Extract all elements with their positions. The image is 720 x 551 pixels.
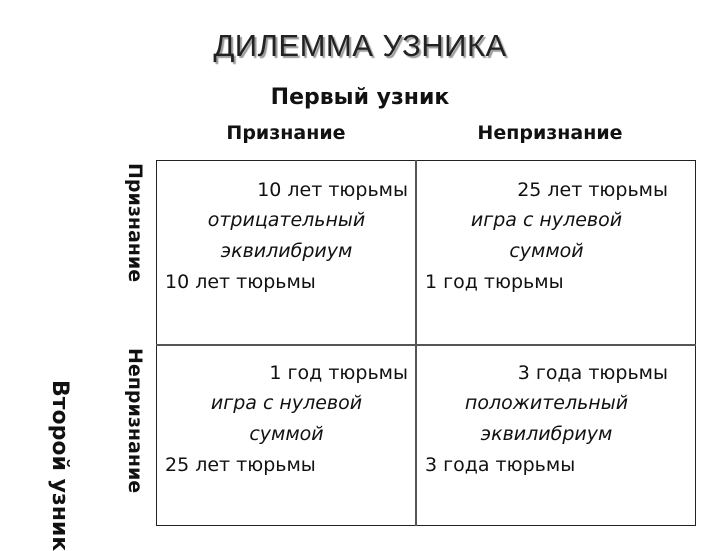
equilibrium-label (417, 388, 676, 450)
first-prisoner-payoff: 1 год тюрьмы (269, 362, 408, 384)
equilibrium-line-2: суммой (249, 423, 324, 445)
first-prisoner-payoff: 10 лет тюрьмы (257, 179, 408, 201)
equilibrium-label (417, 205, 676, 267)
equilibrium-line-1: игра с нулевой (470, 209, 623, 231)
equilibrium-line-2: эквилибриум (220, 240, 353, 262)
row-header-denial: Непризнание (124, 348, 146, 494)
row-header-confession: Признание (124, 163, 146, 283)
cell-deny-deny (417, 346, 676, 526)
cell-confess-deny (417, 163, 676, 343)
first-prisoner-label: Первый узник (270, 85, 450, 110)
first-prisoner-payoff: 3 года тюрьмы (517, 362, 668, 384)
second-prisoner-payoff: 3 года тюрьмы (425, 454, 576, 476)
second-prisoner-payoff: 1 год тюрьмы (425, 271, 564, 293)
equilibrium-line-2: суммой (509, 240, 584, 262)
equilibrium-label (157, 205, 416, 267)
second-prisoner-label: Второй узник (47, 380, 72, 551)
cell-deny-confess (157, 346, 416, 526)
equilibrium-line-2: эквилибриум (480, 423, 613, 445)
equilibrium-line-1: игра с нулевой (210, 392, 363, 414)
page-title: ДИЛЕММА УЗНИКА (213, 28, 507, 63)
column-header-denial: Непризнание (477, 122, 623, 144)
equilibrium-label (157, 388, 416, 450)
second-prisoner-payoff: 10 лет тюрьмы (165, 271, 316, 293)
cell-confess-confess (157, 163, 416, 343)
column-header-confession: Признание (226, 122, 346, 144)
first-prisoner-payoff: 25 лет тюрьмы (517, 179, 668, 201)
equilibrium-line-1: отрицательный (207, 209, 366, 231)
second-prisoner-payoff: 25 лет тюрьмы (165, 454, 316, 476)
equilibrium-line-1: положительный (464, 392, 629, 414)
